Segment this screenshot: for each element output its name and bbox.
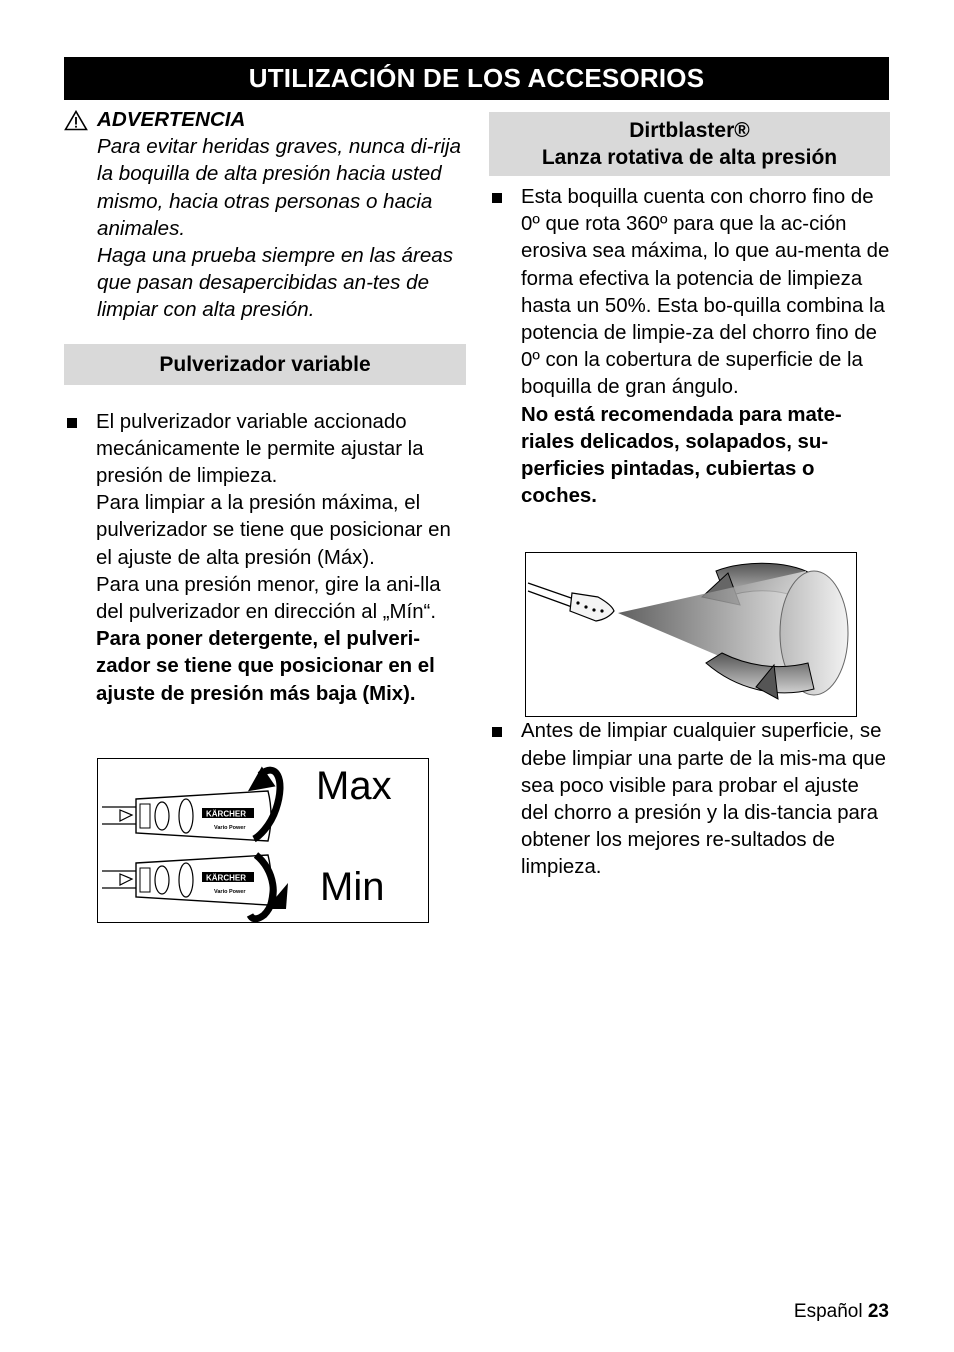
warning-block [64,106,466,324]
dirtblaster-figure [525,552,857,717]
warning-title: ADVERTENCIA [97,108,246,131]
bullet-square-icon [492,193,502,203]
footer-language: Español [793,1301,863,1322]
paragraph: Para limpiar a la presión máxima, el pulverizador se tiene que posicionar en el ajuste de alta presión (Máx). [96,492,451,569]
paragraph-bold: No está recomendada para mate-riales delicados, solapados, su-perficies pintadas, cubiertas o coches. [521,403,842,508]
paragraph: Antes de limpiar cualquier superficie, se debe limpiar una parte de la mis-ma que sea poco visible para probar el ajuste del chorro a presión y la dis-tancia para obtener los mejores re-sultados de limpieza. [521,720,886,879]
page-footer [794,1301,889,1323]
paragraph-bold: Para poner detergente, el pulveri-zador se tiene que posicionar en el ajuste de presión más baja (Mix). [96,628,435,705]
paragraph: Para una presión menor, gire la ani-lla del pulverizador en dirección al „Mín“. [96,573,441,624]
list-item [489,718,890,881]
min-label: Min [320,865,385,909]
list-item [64,409,466,708]
warning-triangle-icon [64,110,88,131]
paragraph: Esta boquilla cuenta con chorro fino de 0º que rota 360º para que la ac-ción erosiva sea máxima, lo que au-menta de forma efectiva la potencia de limpieza hasta un 50%. Esta bo-quilla combina la potencia de limpie-za del chorro fino de 0º con la cobertura de superficie de la boquilla de gran ángulo. [521,186,890,399]
section-heading-dirtblaster [489,112,890,176]
bullet-square-icon [67,418,77,428]
bullet-square-icon [492,727,502,737]
rotating-spray-illustration [526,553,856,716]
warning-text-1: Para evitar heridas graves, nunca di-rija la boquilla de alta presión hacia usted mismo, hacia otras personas o hacia animales. [97,135,462,240]
heading-line: Lanza rotativa de alta presión [541,146,838,169]
paragraph: El pulverizador variable accionado mecánicamente le permite ajustar la presión de limpieza. [96,410,424,488]
list-item [489,184,890,510]
vario-power-figure [97,758,429,923]
brand-sub-label: Vario Power [214,889,246,895]
section-heading-pulverizador: Pulverizador variable [64,344,466,385]
page-number: 23 [867,1301,889,1322]
heading-line: Dirtblaster® [629,119,750,142]
warning-text-2: Haga una prueba siempre en las áreas que pasan desapercibidas an-tes de limpiar con alta presión. [97,244,454,322]
brand-sub-label: Vario Power [214,825,246,831]
brand-label: KÄRCHER [206,873,246,883]
max-label: Max [316,764,392,808]
right-column [489,112,890,882]
left-column [64,106,466,708]
page-title: UTILIZACIÓN DE LOS ACCESORIOS [64,57,889,100]
brand-label: KÄRCHER [206,809,246,819]
